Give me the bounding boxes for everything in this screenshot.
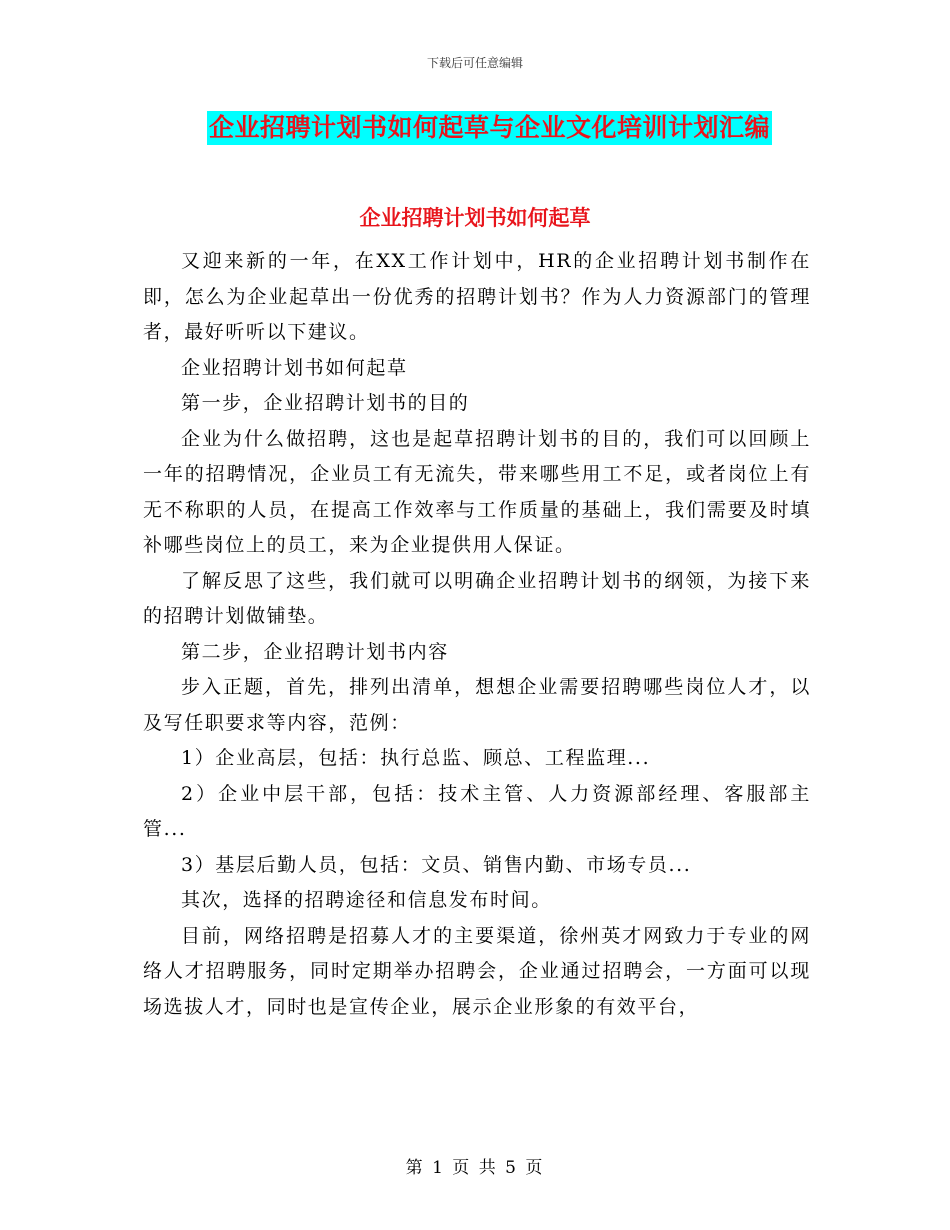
paragraph-step-one: 第一步，企业招聘计划书的目的 [181, 392, 470, 414]
paragraph-reflection: 了解反思了这些，我们就可以明确企业招聘计划书的纲领，为接下来的招聘计划做铺垫。 [143, 569, 811, 627]
paragraph-step-two: 第二步，企业招聘计划书内容 [181, 640, 449, 663]
section-title: 企业招聘计划书如何起草 [359, 205, 591, 230]
paragraph-list-intro: 步入正题，首先，排列出清单，想想企业需要招聘哪些岗位人才，以及写任职要求等内容，范例： [143, 676, 811, 734]
list-item-senior: 1）企业高层，包括：执行总监、顾总、工程监理... [181, 747, 651, 769]
list-item-basic: 3）基层后勤人员，包括：文员、销售内勤、市场专员... [181, 853, 692, 876]
paragraph-intro: 又迎来新的一年，在XX工作计划中，HR的企业招聘计划书制作在即，怎么为企业起草出一份优秀的招聘计划书？作为人力资源部门的管理者，最好听听以下建议。 [143, 250, 811, 343]
paragraph-heading: 企业招聘计划书如何起草 [181, 356, 408, 379]
paragraph-channels: 其次，选择的招聘途径和信息发布时间。 [181, 889, 552, 911]
document-body [143, 244, 811, 1025]
header-note: 下载后可任意编辑 [426, 56, 523, 70]
paragraph-purpose: 企业为什么做招聘，这也是起草招聘计划书的目的，我们可以回顾上一年的招聘情况，企业员工有无流失，带来哪些用工不足，或者岗位上有无不称职的人员，在提高工作效率与工作质量的基础上，我们需要及时填补哪些岗位上的员工，来为企业提供用人保证。 [143, 427, 811, 556]
document-title: 企业招聘计划书如何起草与企业文化培训计划汇编 [207, 111, 772, 145]
list-item-middle: 2）企业中层干部，包括：技术主管、人力资源部经理、客服部主管... [143, 782, 811, 840]
page-footer: 第 1 页 共 5 页 [405, 1158, 545, 1178]
paragraph-online-recruiting: 目前，网络招聘是招募人才的主要渠道，徐州英才网致力于专业的网络人才招聘服务，同时定期举办招聘会，企业通过招聘会，一方面可以现场选拔人才，同时也是宣传企业，展示企业形象的有效平台， [143, 924, 811, 1018]
